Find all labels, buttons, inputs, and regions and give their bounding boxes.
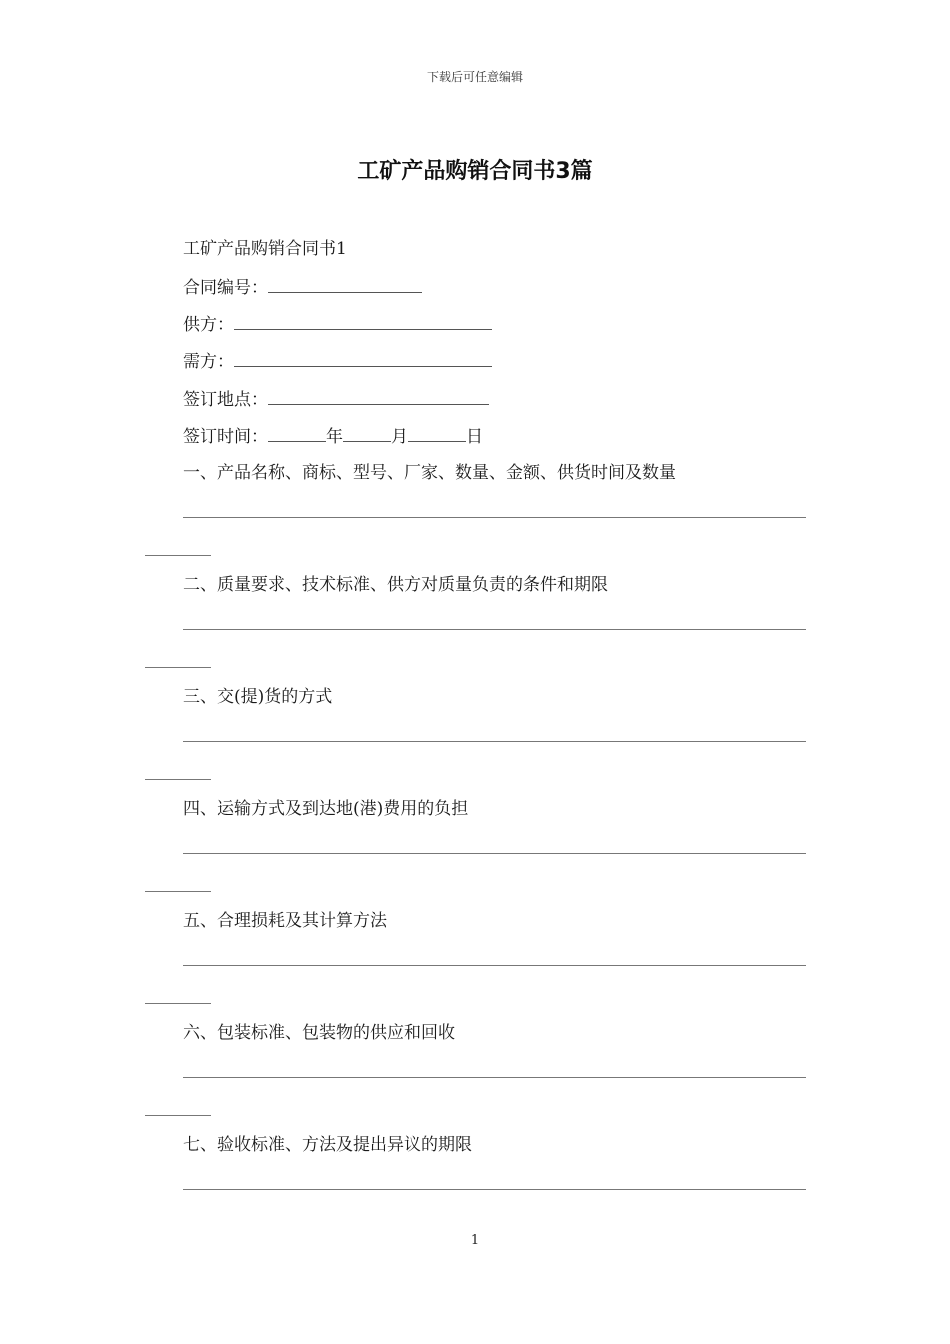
month-label: 月: [391, 427, 408, 447]
fill-in-line-end: [145, 1003, 211, 1004]
signing-time-label: 签订时间：: [183, 427, 268, 447]
contract-number-field: [183, 276, 422, 299]
buyer-field: [183, 350, 492, 373]
signing-location-label: 签订地点：: [183, 390, 268, 410]
fill-in-line: [183, 1077, 806, 1078]
year-label: 年: [326, 427, 343, 447]
fill-in-line: [183, 741, 806, 742]
section-heading: 一、产品名称、商标、型号、厂家、数量、金额、供货时间及数量: [183, 463, 676, 483]
document-title: 工矿产品购销合同书3篇: [357, 159, 593, 184]
signing-location-blank: [268, 388, 489, 405]
buyer-blank: [234, 350, 492, 367]
fill-in-line: [183, 1189, 806, 1190]
supplier-field: [183, 313, 492, 336]
supplier-blank: [234, 313, 492, 330]
section-heading: 五、合理损耗及其计算方法: [183, 911, 387, 931]
contract-subtitle: 工矿产品购销合同书1: [183, 239, 347, 259]
section-heading: 二、质量要求、技术标准、供方对质量负责的条件和期限: [183, 575, 608, 595]
day-blank: [408, 425, 466, 442]
fill-in-line-end: [145, 779, 211, 780]
section-heading: 七、验收标准、方法及提出异议的期限: [183, 1135, 472, 1155]
year-blank: [268, 425, 326, 442]
section-heading: 三、交(提)货的方式: [183, 687, 333, 707]
section-heading: 四、运输方式及到达地(港)费用的负担: [183, 799, 469, 819]
fill-in-line-end: [145, 1115, 211, 1116]
fill-in-line-end: [145, 667, 211, 668]
header-note: 下载后可任意编辑: [426, 70, 523, 84]
fill-in-line-end: [145, 555, 211, 556]
supplier-label: 供方：: [183, 315, 234, 335]
signing-location-field: [183, 388, 489, 411]
contract-number-label: 合同编号：: [183, 278, 268, 298]
page-number: 1: [470, 1233, 480, 1248]
signing-time-field: [183, 425, 483, 448]
fill-in-line-end: [145, 891, 211, 892]
buyer-label: 需方：: [183, 352, 234, 372]
section-heading: 六、包装标准、包装物的供应和回收: [183, 1023, 455, 1043]
fill-in-line: [183, 517, 806, 518]
fill-in-line: [183, 629, 806, 630]
fill-in-line: [183, 853, 806, 854]
contract-number-blank: [268, 276, 422, 293]
month-blank: [343, 425, 391, 442]
day-label: 日: [466, 427, 483, 447]
fill-in-line: [183, 965, 806, 966]
